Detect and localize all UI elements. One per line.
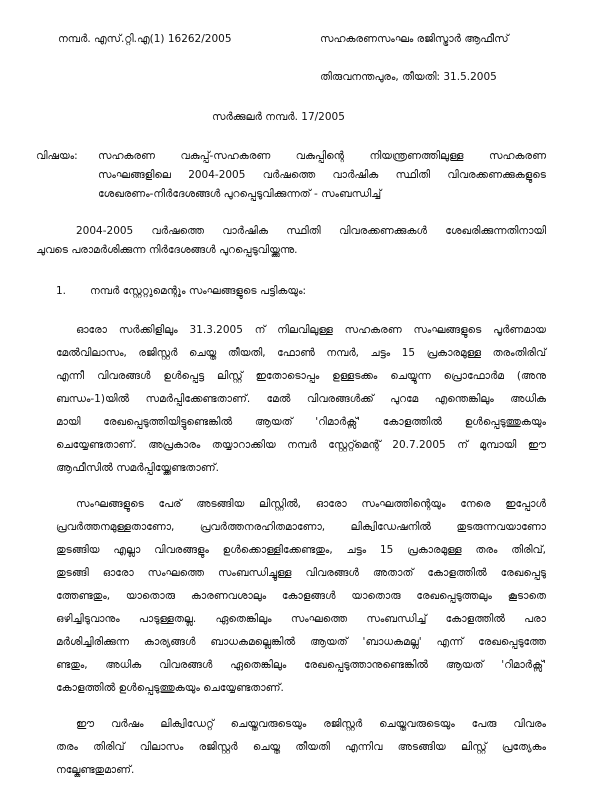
paragraph-line: മേൽവിലാസം, രജിസ്റ്റർ ചെയ്ത തീയതി, ഫോൺ നമ്പർ, ചട്ടം 15 പ്രകാരമുള്ള തരംതിരിവ് [56,347,546,359]
paragraph-line: ഒഴിച്ചിടുവാനും പാടുള്ളതല്ല. ഏതെങ്കിലും സംഘത്തെ സംബന്ധിച്ച് കോളത്തിൽ പരാ [56,613,546,625]
intro-line: ചുവടെ പരാമർശിക്കുന്ന നിർദേശങ്ങൾ പുറപ്പെടുവിയ്ക്കുന്നു. [36,244,298,256]
section-heading: നമ്പർ സ്റ്റേറ്റുമെന്റും സംഘങ്ങളുടെ പട്ടികയും: [90,285,307,297]
paragraph-line: ആഫീസിൽ സമർപ്പിയ്ക്കേണ്ടതാണ്. [56,462,219,474]
paragraph-line: കോളത്തിൽ ഉൾപ്പെടുത്തുകയും ചെയ്യേണ്ടതാണ്. [56,682,284,694]
paragraph-line: പ്രവർത്തനമുള്ളതാണോ, പ്രവർത്തനരഹിതമാണോ, ലിക്വിഡേഷനിൽ തുടരുന്നവയാണോ [56,521,546,533]
paragraph-line: തുടങ്ങിയ എല്ലാ വിവരങ്ങളും ഉൾക്കൊള്ളിക്കേണ്ടതും, ചട്ടം 15 പ്രകാരമുള്ള തരം തിരിവ്, [56,544,546,556]
paragraph-line: മായി രേഖപ്പെടുത്തിയിട്ടുണ്ടെങ്കിൽ ആയത് 'റിമാർക്സ്' കോളത്തിൽ ഉൾപ്പെടുത്തുകയും [56,416,546,428]
paragraph-line: ചെയ്യേണ്ടതാണ്. അപ്രകാരം തയ്യാറാക്കിയ നമ്പർ സ്റ്റേറ്റ്മെന്റ് 20.7.2005 ന് മുമ്പായി ഈ [56,439,546,451]
subject-line: സംഘങ്ങളിലെ 2004-2005 വർഷത്തെ വാർഷിക സ്ഥിതി വിവരക്കണക്കുകളുടെ [98,169,546,181]
paragraph-line: ഓരോ സർക്കിളിലും 31.3.2005 ന് നിലവിലുള്ള സഹകരണ സംഘങ്ങളുടെ പൂർണമായ [76,324,546,336]
paragraph-line: ത്തേണ്ടതും, യാതൊരു കാരണവശാലും കോളങ്ങൾ യാതൊരു രേഖപ്പെടുത്തലും കൂടാതെ [56,590,546,602]
paragraph-line: നല്കേണ്ടതുമാണ്. [56,764,135,776]
paragraph-line: സംഘങ്ങളുടെ പേര് അടങ്ങിയ ലിസ്റ്റിൽ, ഓരോ സംഘത്തിന്റെയും നേരെ ഇപ്പോൾ [76,498,546,510]
place-date: തിരുവനന്തപുരം, തീയതി: 31.5.2005 [320,71,497,83]
intro-line: 2004-2005 വർഷത്തെ വാർഷിക സ്ഥിതി വിവരക്കണക്കുകൾ ശേഖരിക്കുന്നതിനായി [76,225,546,237]
paragraph-line: മർശിച്ചിരിക്കുന്ന കാര്യങ്ങൾ ബാധകമല്ലെങ്കിൽ ആയത് 'ബാധകമല്ല' എന്ന് രേഖപ്പെടുത്തേ [56,636,546,648]
paragraph-line: എന്നീ വിവരങ്ങൾ ഉൾപ്പെട്ട ലിസ്റ്റ് ഇതോടൊപ്പം ഉള്ളടക്കം ചെയ്യുന്ന പ്രൊഫോർമ (അനു [56,370,546,382]
subject-label: വിഷയം: [36,150,78,162]
office-name: സഹകരണസംഘം രജിസ്ട്രാർ ആഫീസ് [320,33,509,45]
section-number: 1. [56,285,67,297]
reference-number: നമ്പർ. എസ്.റ്റി.എ(1) 16262/2005 [58,33,232,45]
paragraph-line: ഈ വർഷം ലിക്വിഡേറ്റ് ചെയ്തവരുടെയും രജിസ്റ്റർ ചെയ്തവരുടെയും പേരു വിവരം [76,718,546,730]
paragraph-line: തരം തിരിവ് വിലാസം രജിസ്റ്റർ ചെയ്ത തീയതി എന്നിവ അടങ്ങിയ ലിസ്റ്റ് പ്രത്യേകം [56,741,546,753]
subject-line: ശേഖരണം-നിർദേശങ്ങൾ പുറപ്പെടുവിക്കുന്നത് - സംബന്ധിച്ച് [98,188,382,200]
subject-line: സഹകരണ വകുപ്പ്-സഹകരണ വകുപ്പിന്റെ നിയന്ത്രണത്തിലുള്ള സഹകരണ [98,150,546,162]
paragraph-line: ണ്ടതും, അധിക വിവരങ്ങൾ ഏതെങ്കിലും രേഖപ്പെടുത്താനുണ്ടെങ്കിൽ ആയത് 'റിമാർക്സ്' [56,659,546,671]
paragraph-line: തുടങ്ങി ഓരോ സംഘത്തെ സംബന്ധിച്ചുള്ള വിവരങ്ങൾ അതാത് കോളത്തിൽ രേഖപ്പെടു [56,567,546,579]
paragraph-line: ബന്ധം-1)യിൽ സമർപ്പിക്കേണ്ടതാണ്. മേൽ വിവരങ്ങൾക്ക് പുറമേ എന്തെങ്കിലും അധിക [56,393,546,405]
circular-number: സർക്കുലർ നമ്പർ. 17/2005 [212,111,345,123]
